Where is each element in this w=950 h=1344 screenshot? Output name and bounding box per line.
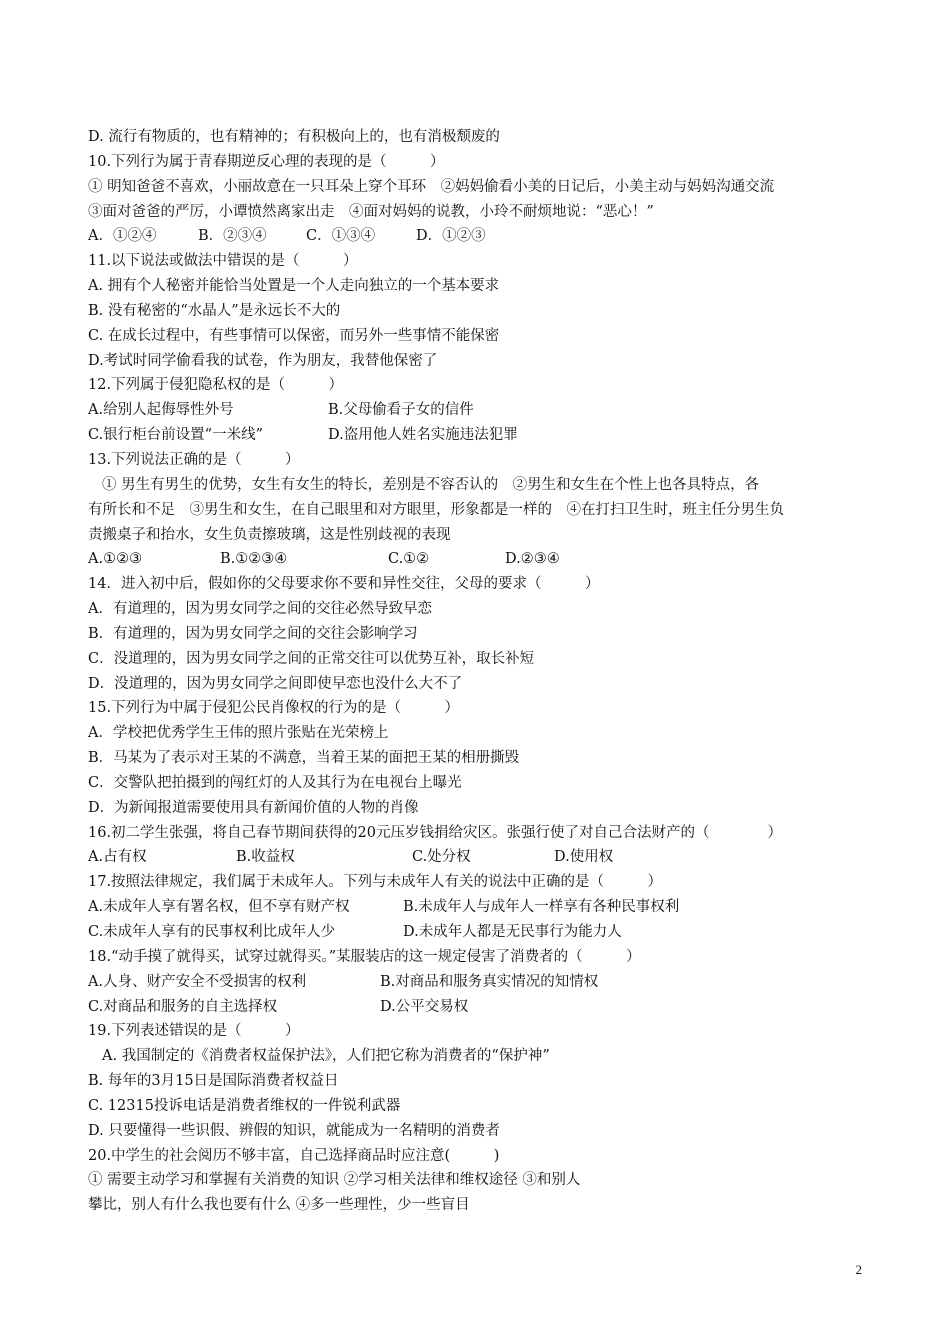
text-line: C. 在成长过程中，有些事情可以保密，而另外一些事情不能保密: [88, 327, 500, 344]
option: D.公平交易权: [380, 998, 469, 1015]
text-line: D．没道理的，因为男女同学之间即使早恋也没什么大不了: [88, 675, 463, 692]
text-line: 责搬桌子和抬水，女生负责擦玻璃，这是性别歧视的表现: [88, 526, 451, 543]
option: C.未成年人享有的民事权利比成年人少: [88, 924, 336, 940]
option: B．②③④: [198, 228, 267, 245]
option: B.对商品和服务真实情况的知情权: [380, 973, 599, 990]
exam-questions: [88, 125, 868, 1218]
option: A.未成年人享有署名权，但不享有财产权: [88, 899, 350, 916]
option: C.①②: [388, 551, 430, 568]
option: B.①②③④: [220, 551, 288, 568]
text-line: C．交警队把拍摄到的闯红灯的人及其行为在电视台上曝光: [88, 774, 462, 791]
question-10: 10.下列行为属于青春期逆反心理的表现的是（ ）: [88, 153, 445, 170]
question-20: 20.中学生的社会阅历不够丰富，自己选择商品时应注意( ): [88, 1147, 500, 1164]
text-line: B. 每年的3月15日是国际消费者权益日: [88, 1073, 339, 1090]
question-16: 16.初二学生张强，将自己春节期间获得的20元压岁钱捐给灾区。张强行使了对自己合法财产的（ ）: [88, 824, 783, 841]
option: D．①②③: [416, 228, 486, 245]
option: A.①②③: [88, 551, 143, 568]
question-17: 17.按照法律规定，我们属于未成年人。下列与未成年人有关的说法中正确的是（ ）: [88, 874, 663, 891]
option: C．①③④: [306, 228, 376, 245]
text-line: B. 没有秘密的“水晶人”是永远长不大的: [88, 302, 341, 319]
q18-options-row1: [88, 970, 868, 995]
q12-options-row2: [88, 423, 868, 448]
text-line: D. 只要懂得一些识假、辨假的知识，就能成为一名精明的消费者: [88, 1122, 500, 1139]
question-18: 18.“动手摸了就得买，试穿过就得买。”某服装店的这一规定侵害了消费者的（ ）: [88, 948, 641, 965]
q12-options-row1: [88, 398, 868, 423]
text-line: D.考试时同学偷看我的试卷，作为朋友，我替他保密了: [88, 352, 438, 369]
text-line: A．学校把优秀学生王伟的照片张贴在光荣榜上: [88, 725, 389, 742]
text-line: A．有道理的，因为男女同学之间的交往必然导致早恋: [88, 601, 432, 618]
question-12: 12.下列属于侵犯隐私权的是（ ）: [88, 377, 344, 394]
text-line: D. 流行有物质的，也有精神的；有积极向上的，也有消极颓废的: [88, 129, 500, 145]
text-line: A. 我国制定的《消费者权益保护法》，人们把它称为消费者的“保护神”: [102, 1048, 550, 1065]
text-line: B．马某为了表示对王某的不满意，当着王某的面把王某的相册撕毁: [88, 750, 520, 767]
q16-options: [88, 845, 868, 870]
text-line: B．有道理的，因为男女同学之间的交往会影响学习: [88, 625, 418, 642]
question-19: 19.下列表述错误的是（ ）: [88, 1023, 300, 1040]
text-line: D．为新闻报道需要使用具有新闻价值的人物的肖像: [88, 799, 419, 816]
q13-options: [88, 547, 868, 572]
option: A．①②④: [88, 228, 157, 245]
q17-options-row2: [88, 920, 868, 945]
option: A.人身、财产安全不受损害的权利: [88, 973, 307, 990]
option: D.②③④: [505, 551, 560, 568]
option: B.未成年人与成年人一样享有各种民事权利: [403, 899, 680, 916]
question-13: 13.下列说法正确的是（ ）: [88, 451, 300, 468]
text-line: 有所长和不足 ③男生和女生，在自己眼里和对方眼里，形象都是一样的 ④在打扫卫生时，班主任分男生负: [88, 501, 784, 518]
question-15: 15.下列行为中属于侵犯公民肖像权的行为的是（ ）: [88, 700, 460, 717]
option: B.父母偷看子女的信件: [328, 402, 474, 419]
text-line: C. 12315投诉电话是消费者维权的一件锐利武器: [88, 1097, 401, 1114]
page-number: 2: [855, 1262, 862, 1277]
text-line: 攀比，别人有什么我也要有什么 ④多一些理性，少一些盲目: [88, 1197, 470, 1214]
option: D.盗用他人姓名实施违法犯罪: [328, 427, 518, 444]
question-14: 14．进入初中后，假如你的父母要求你不要和异性交往，父母的要求（ ）: [88, 576, 600, 593]
text-line: ① 明知爸爸不喜欢，小丽故意在一只耳朵上穿个耳环 ②妈妈偷看小美的日记后，小美主动与妈妈沟通交流: [88, 178, 775, 195]
text-line: ③面对爸爸的严厉，小谭愤然离家出走 ④面对妈妈的说教，小玲不耐烦地说：“恶心！”: [88, 203, 654, 220]
q18-options-row2: [88, 995, 868, 1020]
text-line: ① 需要主动学习和掌握有关消费的知识 ②学习相关法律和维权途径 ③和别人: [88, 1172, 581, 1189]
text-line: ① 男生有男生的优势，女生有女生的特长，差别是不容否认的 ②男生和女生在个性上也各具特点，各: [102, 476, 760, 493]
q10-options: [88, 224, 868, 249]
option: C.对商品和服务的自主选择权: [88, 998, 278, 1015]
option: A.给别人起侮辱性外号: [88, 402, 234, 419]
option: C.银行柜台前设置“一米线”: [88, 427, 264, 444]
q17-options-row1: [88, 895, 868, 920]
option: D.使用权: [554, 849, 614, 866]
text-line: C．没道理的，因为男女同学之间的正常交往可以优势互补，取长补短: [88, 650, 535, 667]
option: C.处分权: [412, 849, 471, 866]
question-11: 11.以下说法或做法中错误的是（ ）: [88, 253, 358, 270]
text-line: A. 拥有个人秘密并能恰当处置是一个人走向独立的一个基本要求: [88, 278, 500, 295]
option: B.收益权: [236, 849, 295, 866]
option: A.占有权: [88, 849, 147, 866]
option: D.未成年人都是无民事行为能力人: [403, 924, 622, 940]
